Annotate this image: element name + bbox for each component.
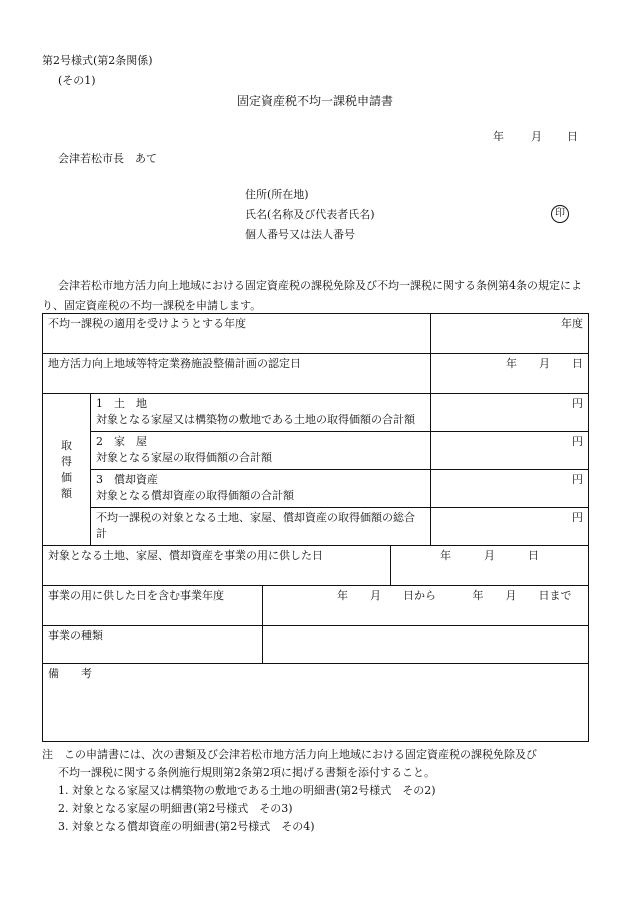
total-item: [91, 508, 431, 546]
remarks-field[interactable]: [43, 664, 589, 742]
fiscal-year-field[interactable]: 年度: [431, 314, 589, 354]
land-amount-field[interactable]: 円: [431, 394, 589, 432]
building-item: [91, 432, 431, 470]
certification-date-label: 地方活力向上地域等特定業務施設整備計画の認定日: [43, 354, 431, 394]
business-year-from: 年 月 日から: [337, 589, 436, 602]
total-desc: 不均一課税の対象となる土地、家屋、償却資産の取得価額の総合計: [96, 511, 415, 540]
depreciable-asset-item: [91, 470, 431, 508]
date-day-label: 日: [567, 130, 578, 143]
business-year-label: 事業の用に供した日を含む事業年度: [43, 586, 263, 626]
business-year-field[interactable]: [263, 586, 589, 626]
building-amount-field[interactable]: 円: [431, 432, 589, 470]
seal-mark: 印: [551, 205, 569, 223]
notes-item-1: 1. 対象となる家屋又は構築物の敷地である土地の明細書(第2号様式 その2): [58, 784, 436, 797]
depreciable-asset-desc: 対象となる償却資産の取得価額の合計額: [96, 489, 294, 502]
acquisition-value-label: 取得価額: [43, 394, 91, 546]
use-date-label: 対象となる土地、家屋、償却資産を事業の用に供した日: [43, 546, 391, 586]
applicant-name-label: 氏名(名称及び代表者氏名): [245, 208, 375, 221]
depreciable-asset-amount-field[interactable]: 円: [431, 470, 589, 508]
form-number: 第2号様式(第2条関係): [42, 54, 153, 67]
date-month-label: 月: [531, 130, 542, 143]
land-item: [91, 394, 431, 432]
intro-paragraph: 会津若松市地方活力向上地域における固定資産税の課税免除及び不均一課税に関する条例第4条の規定により、固定資産税の不均一課税を申請します。: [42, 279, 582, 312]
land-title: 1 土 地: [96, 397, 147, 410]
business-type-field[interactable]: [263, 626, 589, 664]
land-desc: 対象となる家屋又は構築物の敷地である土地の取得価額の合計額: [96, 413, 415, 426]
notes-section: [42, 746, 597, 836]
building-title: 2 家 屋: [96, 435, 147, 448]
notes-item-3: 3. 対象となる償却資産の明細書(第2号様式 その4): [58, 820, 315, 833]
application-table: [42, 313, 589, 742]
certification-date-field[interactable]: 年 月 日: [431, 354, 589, 394]
building-desc: 対象となる家屋の取得価額の合計額: [96, 451, 272, 464]
document-title: 固定資産税不均一課税申請書: [236, 94, 393, 108]
remarks-label: 備 考: [48, 667, 92, 680]
depreciable-asset-title: 3 償却資産: [96, 473, 158, 486]
applicant-id-label: 個人番号又は法人番号: [245, 228, 355, 241]
business-type-label: 事業の種類: [43, 626, 263, 664]
business-year-to: 年 月 日まで: [472, 589, 572, 602]
fiscal-year-label: 不均一課税の適用を受けようとする年度: [43, 314, 431, 354]
use-date-field[interactable]: 年 月 日: [391, 546, 589, 586]
notes-item-2: 2. 対象となる家屋の明細書(第2号様式 その3): [58, 802, 293, 815]
notes-lead-continued: 不均一課税に関する条例施行規則第2条第2項に掲げる書類を添付すること。: [58, 766, 435, 779]
notes-lead: 注 この申請書には、次の書類及び会津若松市地方活力向上地域における固定資産税の課税免除及び: [42, 748, 537, 761]
total-amount-field[interactable]: 円: [431, 508, 589, 546]
applicant-address-label: 住所(所在地): [245, 188, 309, 201]
form-sub-number: (その1): [58, 74, 96, 87]
addressee: 会津若松市長 あて: [58, 152, 157, 165]
date-year-label: 年: [493, 130, 504, 143]
